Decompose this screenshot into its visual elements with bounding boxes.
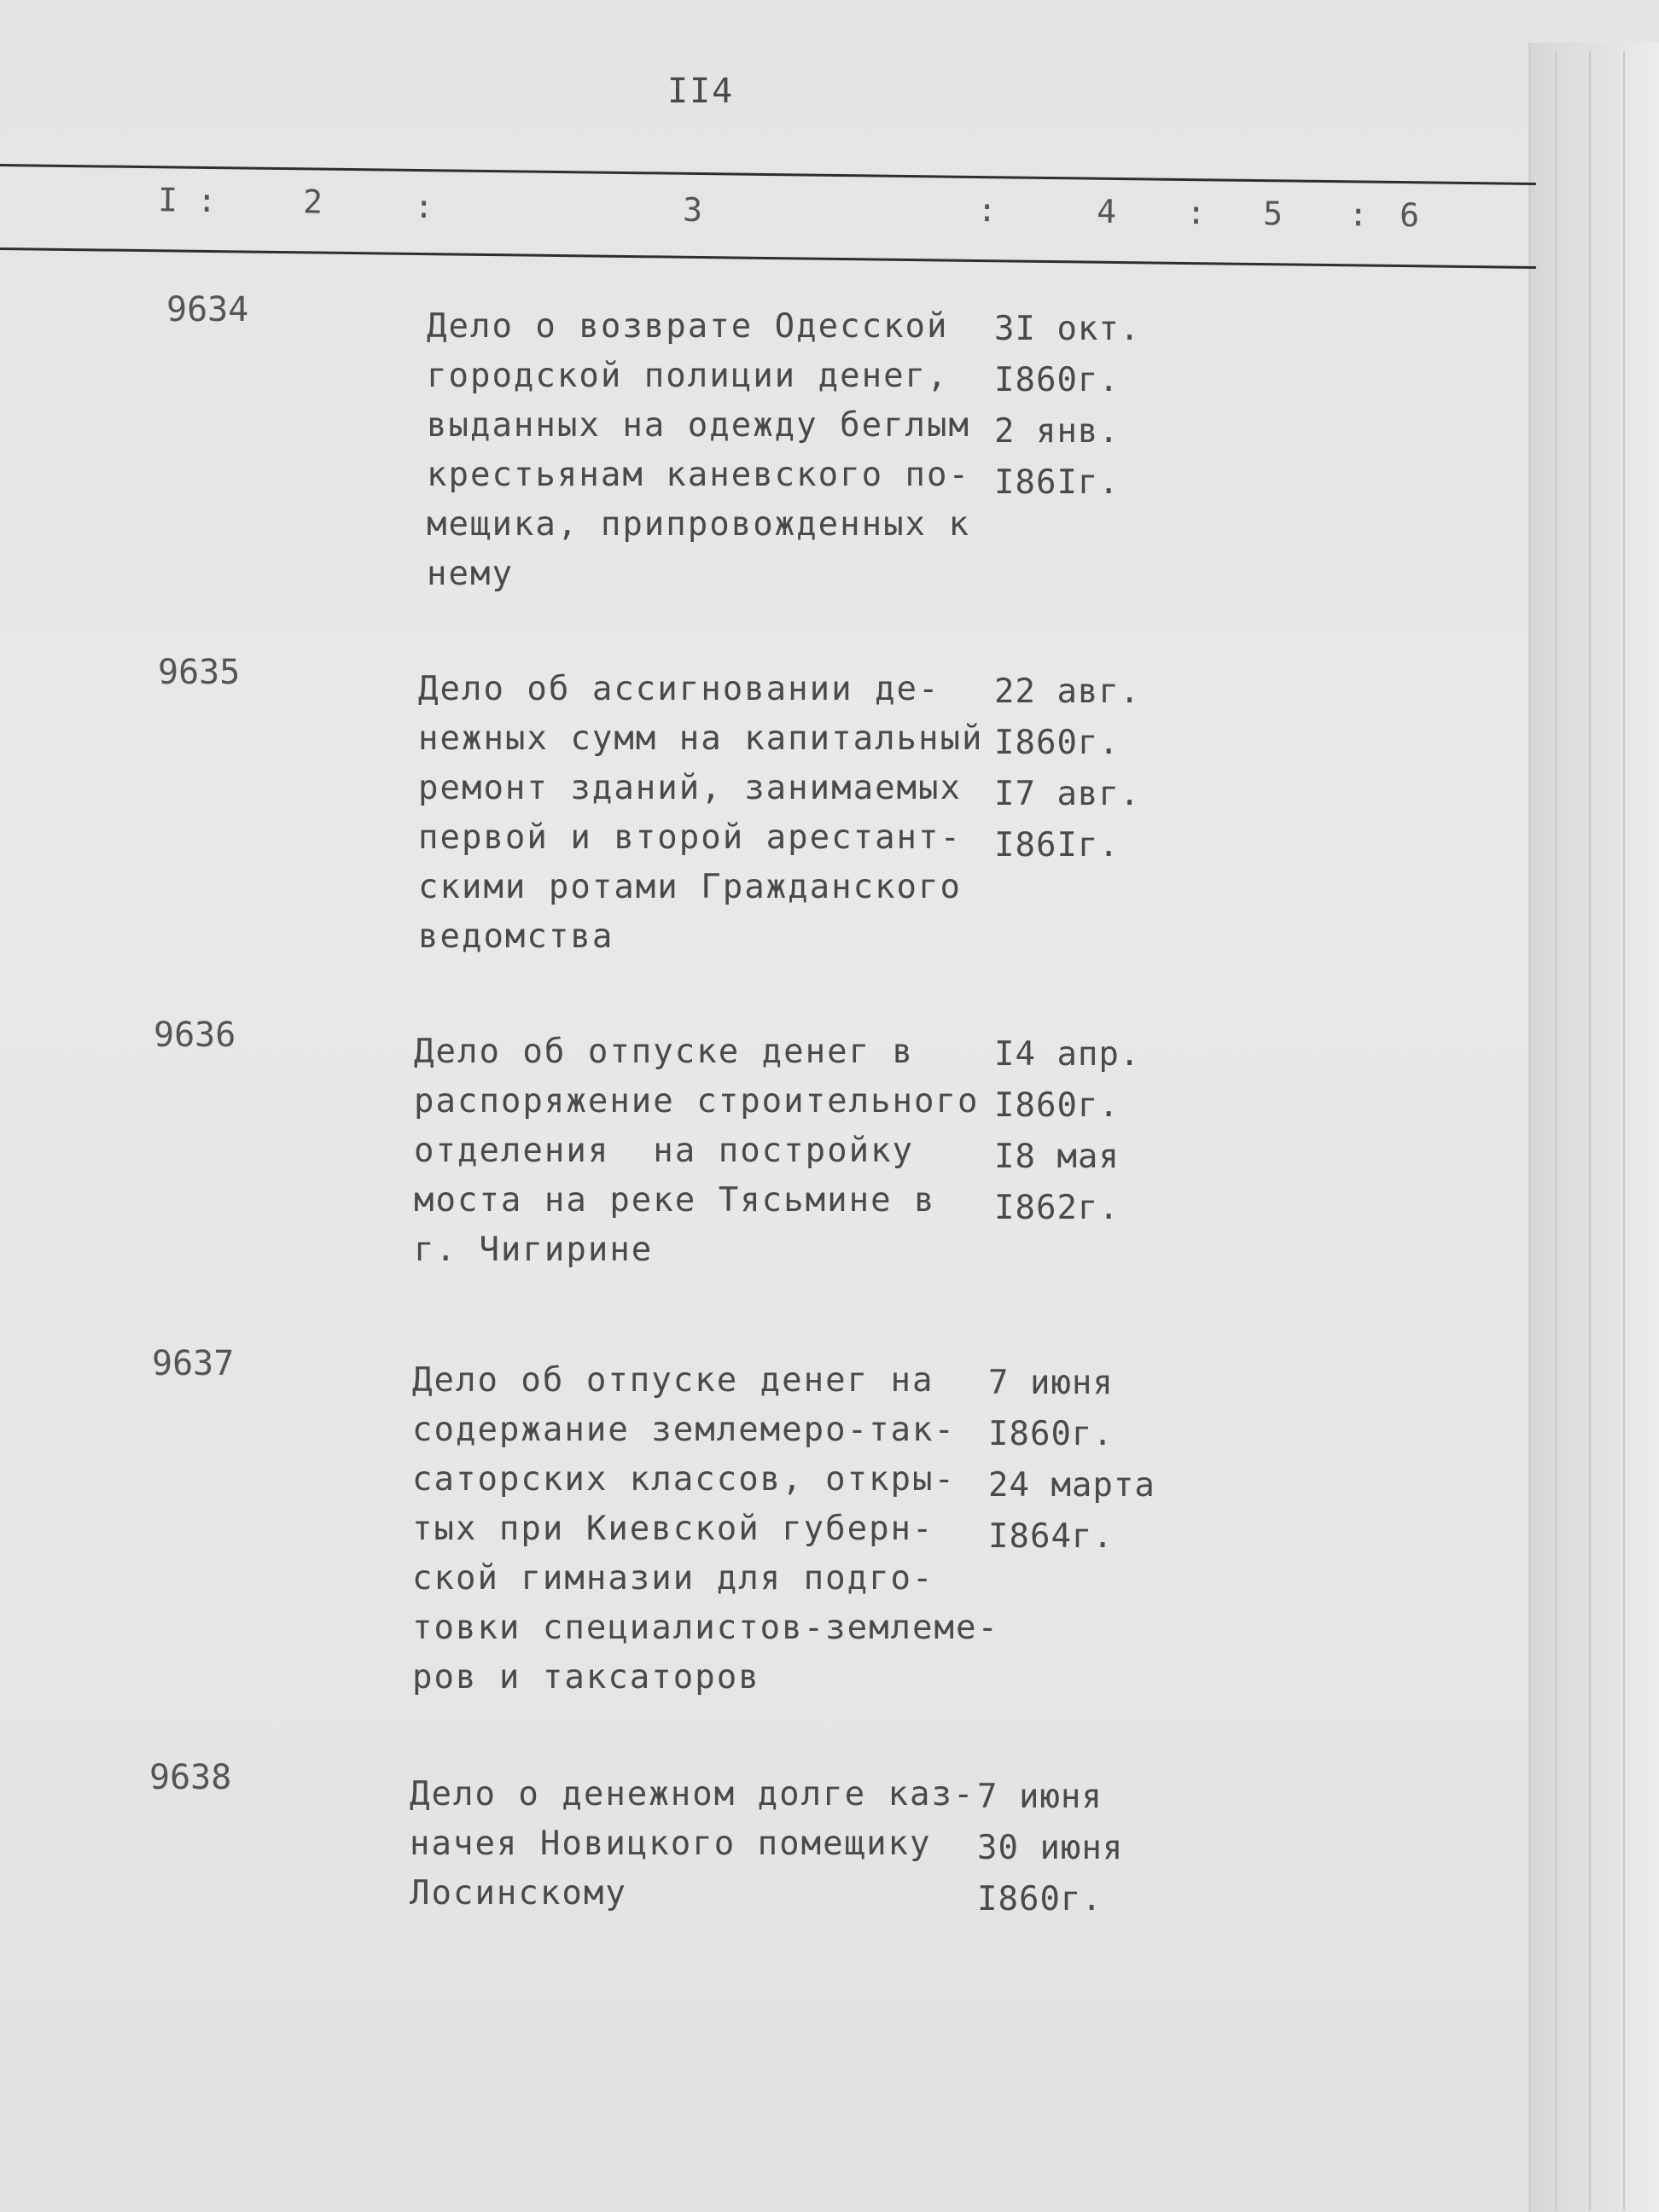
entry-description: Дело об ассигновании де- нежных сумм на капитальный ремонт зданий, занимаемых первой и второй арестант- скими ротами Гражданского ведомства — [418, 670, 984, 956]
column-header-2: 2 — [302, 183, 323, 221]
page-edge-line — [1589, 51, 1591, 2210]
entry-number: 9638 — [149, 1758, 232, 1797]
entry-description: Дело об отпуске денег на содержание землемеро-так- саторских классов, откры- тых при Киевской губерн- ской гимназии для подго- товки специалистов-землеме- ров и таксаторов — [412, 1361, 999, 1697]
column-header-3: 3 — [682, 190, 703, 230]
entry-number: 9637 — [152, 1344, 235, 1383]
column-header-4: 4 — [1096, 192, 1117, 230]
column-header-5: 5 — [1262, 195, 1284, 233]
page-edge-line — [1555, 51, 1557, 2210]
entry-description: Дело об отпуске денег в распоряжение строительного отделения на постройку моста на реке Тясьмине в г. Чигирине — [414, 1033, 980, 1269]
column-header-1: I : — [157, 181, 218, 220]
entry-dates: 3I окт. I860г. 2 янв. I86Iг. — [994, 310, 1141, 502]
entry-dates: 22 авг. I860г. I7 авг. I86Iг. — [994, 672, 1141, 864]
entry-dates: 7 июня I860г. 24 марта I864г. — [988, 1364, 1155, 1556]
column-headers — [0, 179, 1536, 266]
entry-number: 9635 — [158, 653, 241, 692]
entry-dates: 7 июня 30 июня I860г. — [977, 1778, 1124, 1918]
column-header-separator: : — [1185, 193, 1207, 232]
entry-description: Дело о возврате Одесской городской полиции денег, выданных на одежду беглым крестьянам каневского по- мещика, припровожденных к нему — [427, 307, 970, 593]
column-header-separator: : — [413, 187, 434, 226]
column-header-separator: : — [976, 190, 998, 230]
page-edge-line — [1623, 51, 1625, 2210]
entry-description: Дело о денежном долге каз- начея Новицкого помещику Лосинскому — [410, 1775, 975, 1912]
column-header-6: 6 — [1399, 196, 1420, 235]
entry-number: 9636 — [154, 1016, 236, 1055]
column-header-separator: : — [1348, 195, 1369, 234]
page-edge-strip — [1528, 43, 1659, 2212]
entry-number: 9634 — [166, 290, 249, 329]
entry-dates: I4 апр. I860г. I8 мая I862г. — [994, 1035, 1141, 1227]
page-number: II4 — [667, 72, 735, 111]
